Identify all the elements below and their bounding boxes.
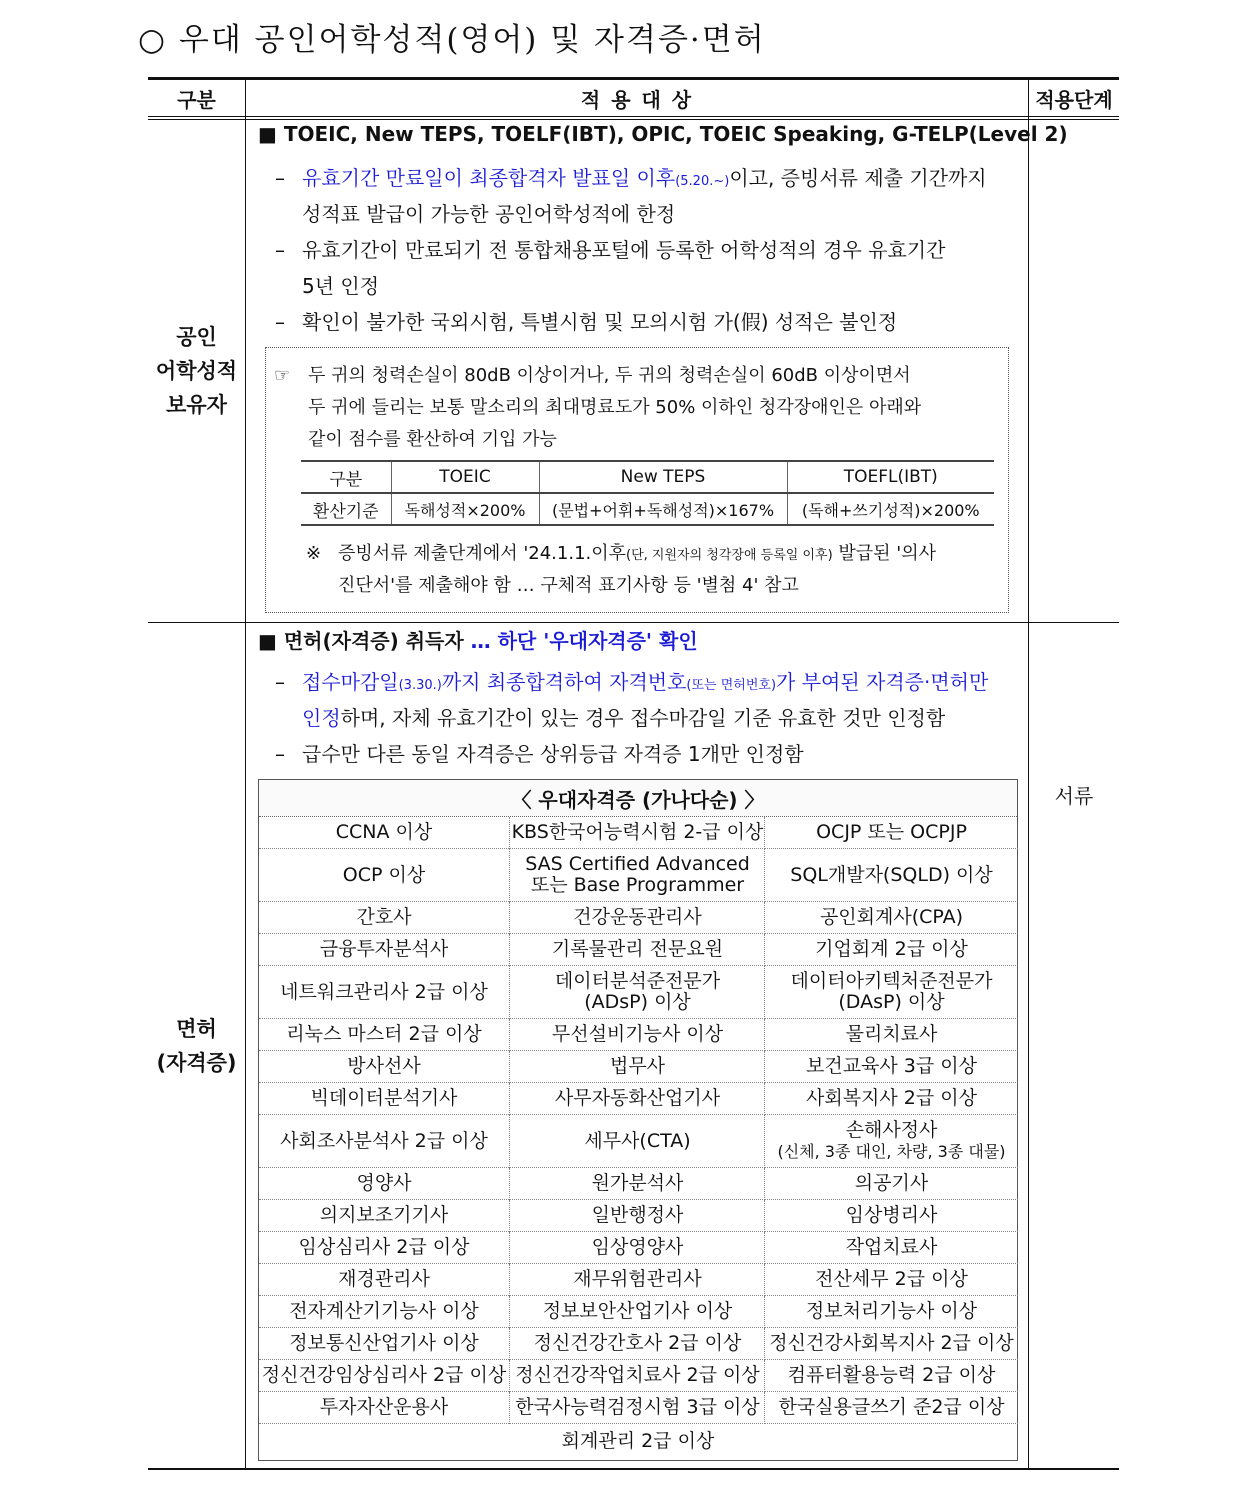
eligibility-table — [148, 77, 1119, 1470]
conversion-cell: (독해+쓰기성적)×200% — [787, 493, 994, 525]
license-cell: 방사선사 — [259, 1051, 509, 1083]
license-cell: 임상병리사 — [764, 1200, 1018, 1232]
footnote-small: (단, 지원자의 청각장애 등록일 이후) — [626, 548, 833, 563]
license-cell: 임상심리사 2급 이상 — [259, 1232, 509, 1264]
license-cell: 정신건강사회복지사 2급 이상 — [764, 1328, 1018, 1360]
license-cell: 기업회계 2급 이상 — [764, 934, 1018, 966]
category-line: 면허 — [176, 1016, 217, 1041]
license-bullet-2: – 급수만 다른 동일 자격증은 상위등급 자격증 1개만 인정함 — [275, 736, 1125, 772]
license-cell: 의공기사 — [764, 1168, 1018, 1200]
license-cell: KBS한국어능력시험 2-급 이상 — [509, 817, 765, 849]
license-cell: 일반행정사 — [509, 1200, 765, 1232]
license-cell: 의지보조기기사 — [259, 1200, 509, 1232]
conversion-cell: (문법+어휘+독해성적)×167% — [539, 493, 787, 525]
license-cell: 투자자산운용사 — [259, 1392, 509, 1424]
license-cell: 기록물관리 전문요원 — [509, 934, 765, 966]
license-cell: 사회복지사 2급 이상 — [764, 1083, 1018, 1115]
category-line: (자격증) — [156, 1050, 237, 1075]
bullet-highlight: 유효기간 만료일이 최종합격자 발표일 이후 — [302, 166, 676, 190]
bullet-text: 5년 인정 — [302, 274, 380, 298]
license-cell: OCJP 또는 OCPJP — [764, 817, 1018, 849]
license-cell: 정보보안산업기사 이상 — [509, 1296, 765, 1328]
bullet-text: 확인이 불가한 국외시험, 특별시험 및 모의시험 가(假) 성적은 불인정 — [302, 310, 898, 334]
note-text: 두 귀에 들리는 보통 말소리의 최대명료도가 50% 이하인 청각장애인은 아래와 — [308, 397, 922, 418]
license-table-title: 〈 우대자격증 (가나다순) 〉 — [259, 780, 1017, 817]
heading-text: ■ 면허(자격증) 취득자 — [258, 629, 471, 653]
section-divider — [148, 622, 1119, 623]
bullet-highlight: 가 부여된 자격증·면허만 — [776, 670, 989, 694]
conversion-cell: 환산기준 — [301, 493, 391, 525]
conversion-header-cell: 구분 — [301, 461, 391, 493]
license-cell: 법무사 — [509, 1051, 765, 1083]
license-cell: 전산세무 2급 이상 — [764, 1264, 1018, 1296]
license-heading — [258, 625, 698, 654]
license-cell-line: 또는 Base Programmer — [530, 874, 745, 896]
license-cell: 원가분석사 — [509, 1168, 765, 1200]
preferred-license-table — [258, 779, 1018, 1461]
footnote-part: 발급된 '의사 — [832, 543, 936, 564]
stage-document: 서류 — [1054, 783, 1094, 808]
license-cell: 사무자동화산업기사 — [509, 1083, 765, 1115]
license-cell: 네트워크관리사 2급 이상 — [259, 966, 509, 1019]
page-title: ○ 우대 공인어학성적(영어) 및 자격증·면허 — [138, 22, 766, 58]
note-text: 같이 점수를 환산하여 기입 가능 — [308, 429, 557, 450]
license-cell: CCNA 이상 — [259, 817, 509, 849]
conversion-header-cell: New TEPS — [539, 461, 787, 493]
license-cell — [509, 849, 765, 902]
license-cell: 재경관리사 — [259, 1264, 509, 1296]
license-cell-line: 데이터분석준전문가 — [554, 970, 721, 992]
language-bullet-1: – 유효기간 만료일이 최종합격자 발표일 이후(5.20.~)이고, 증빙서류 제출 기간까지 성적표 발급이 가능한 공인어학성적에 한정 — [275, 160, 1125, 232]
footnote-text — [338, 538, 936, 572]
bullet-date: (3.30.) — [398, 678, 442, 693]
col-divider-1 — [245, 77, 246, 1470]
conversion-header-row — [301, 461, 994, 493]
license-bullet-1: – 접수마감일(3.30.)까지 최종합격하여 자격번호(또는 면허번호)가 부여된 자격증·면허만 인정하며, 자체 유효기간이 있는 경우 접수마감일 기준 유효한 것만 인정함 — [275, 670, 989, 730]
license-cell: 정신건강임상심리사 2급 이상 — [259, 1360, 509, 1392]
conversion-header-cell: TOEFL(IBT) — [787, 461, 994, 493]
table-bottom-rule — [148, 1468, 1119, 1470]
conversion-header-cell: TOEIC — [391, 461, 539, 493]
footnote-text: 진단서'를 제출해야 함 … 구체적 표기사항 등 '별첨 4' 참고 — [338, 575, 799, 596]
license-cell: 보건교육사 3급 이상 — [764, 1051, 1018, 1083]
license-cell — [509, 966, 765, 1019]
license-cell: 건강운동관리사 — [509, 902, 765, 934]
license-cell-line: (DAsP) 이상 — [838, 991, 945, 1013]
conversion-cell: 독해성적×200% — [391, 493, 539, 525]
license-cell: 리눅스 마스터 2급 이상 — [259, 1019, 509, 1051]
license-cell-line: (ADsP) 이상 — [584, 991, 691, 1013]
language-bullet-3: – 확인이 불가한 국외시험, 특별시험 및 모의시험 가(假) 성적은 불인정 — [275, 304, 1125, 340]
reference-mark-icon: ※ — [306, 543, 322, 564]
license-cell: 한국실용글쓰기 준2급 이상 — [764, 1392, 1018, 1424]
bullet-text: 이고, 증빙서류 제출 기간까지 — [729, 166, 987, 190]
language-heading: ■ TOEIC, New TEPS, TOELF(IBT), OPIC, TOEIC Speaking, G-TELP(Level 2) — [258, 122, 1068, 146]
category-line: 어학성적 — [155, 359, 238, 383]
header-category: 구분 — [177, 87, 216, 112]
license-cell: 정보통신산업기사 이상 — [259, 1328, 509, 1360]
license-cell: 컴퓨터활용능력 2급 이상 — [764, 1360, 1018, 1392]
license-cell: 물리치료사 — [764, 1019, 1018, 1051]
license-cell: 빅데이터분석기사 — [259, 1083, 509, 1115]
category-line: 보유자 — [166, 393, 227, 417]
license-cell-line: 손해사정사 — [845, 1119, 938, 1141]
license-cell: 금융투자분석사 — [259, 934, 509, 966]
note-text: 두 귀의 청력손실이 80dB 이상이거나, 두 귀의 청력손실이 60dB 이상이면서 — [308, 365, 911, 386]
license-cell: 정보처리기능사 이상 — [764, 1296, 1018, 1328]
license-cell: 영양사 — [259, 1168, 509, 1200]
pointing-hand-icon: ☞ — [274, 365, 291, 386]
bullet-date: (5.20.~) — [675, 174, 730, 189]
bullet-highlight: 인정 — [302, 706, 341, 730]
footnote-part: 증빙서류 제출단계에서 '24.1.1.이후 — [338, 543, 627, 564]
license-cell — [764, 966, 1018, 1019]
license-cell: 무선설비기능사 이상 — [509, 1019, 765, 1051]
bullet-highlight: 까지 최종합격하여 자격번호 — [441, 670, 687, 694]
license-cell-last: 회계관리 2급 이상 — [561, 1430, 715, 1452]
license-cell: 정신건강작업치료사 2급 이상 — [509, 1360, 765, 1392]
license-cell: 사회조사분석사 2급 이상 — [259, 1115, 509, 1168]
category-line: 공인 — [176, 325, 217, 349]
hearing-impaired-note — [265, 347, 1009, 613]
license-cell-line: SAS Certified Advanced — [525, 853, 750, 875]
license-cell: 전자계산기기능사 이상 — [259, 1296, 509, 1328]
header-target: 적 용 대 상 — [580, 87, 694, 112]
license-cell: 재무위험관리사 — [509, 1264, 765, 1296]
license-cell: 세무사(CTA) — [509, 1115, 765, 1168]
license-cell-line: 데이터아키텍처준전문가 — [790, 970, 993, 992]
license-cell: 공인회계사(CPA) — [764, 902, 1018, 934]
bullet-text: 성적표 발급이 가능한 공인어학성적에 한정 — [302, 202, 676, 226]
bullet-highlight: 접수마감일 — [302, 670, 399, 694]
license-cell: 한국사능력검정시험 3급 이상 — [509, 1392, 765, 1424]
language-bullet-2: – 유효기간이 만료되기 전 통합채용포털에 등록한 어학성적의 경우 유효기간 5년 인정 — [275, 232, 1125, 304]
bullet-text: 유효기간이 만료되기 전 통합채용포털에 등록한 어학성적의 경우 유효기간 — [302, 238, 946, 262]
license-cell — [764, 1115, 1018, 1168]
conversion-row — [301, 493, 994, 525]
category-language — [148, 120, 245, 622]
bullet-text: 급수만 다른 동일 자격증은 상위등급 자격증 1개만 인정함 — [302, 742, 804, 766]
bullet-text: 하며, 자체 유효기간이 있는 경우 접수마감일 기준 유효한 것만 인정함 — [340, 706, 946, 730]
license-cell: 간호사 — [259, 902, 509, 934]
header-rule-1 — [148, 116, 1119, 117]
score-conversion-table — [301, 460, 994, 526]
header-stage: 적용단계 — [1035, 87, 1113, 112]
license-cell: OCP 이상 — [259, 849, 509, 902]
license-cell: 작업치료사 — [764, 1232, 1018, 1264]
license-cell: 임상영양사 — [509, 1232, 765, 1264]
category-license — [148, 623, 245, 1468]
bullet-small: (또는 면허번호) — [686, 678, 777, 693]
heading-highlight: … 하단 '우대자격증' 확인 — [470, 629, 698, 653]
header-rule-2 — [148, 119, 1119, 120]
license-cell: 정신건강간호사 2급 이상 — [509, 1328, 765, 1360]
license-cell-line: (신체, 3종 대인, 차량, 3종 대물) — [777, 1142, 1006, 1161]
license-cell: SQL개발자(SQLD) 이상 — [764, 849, 1018, 902]
